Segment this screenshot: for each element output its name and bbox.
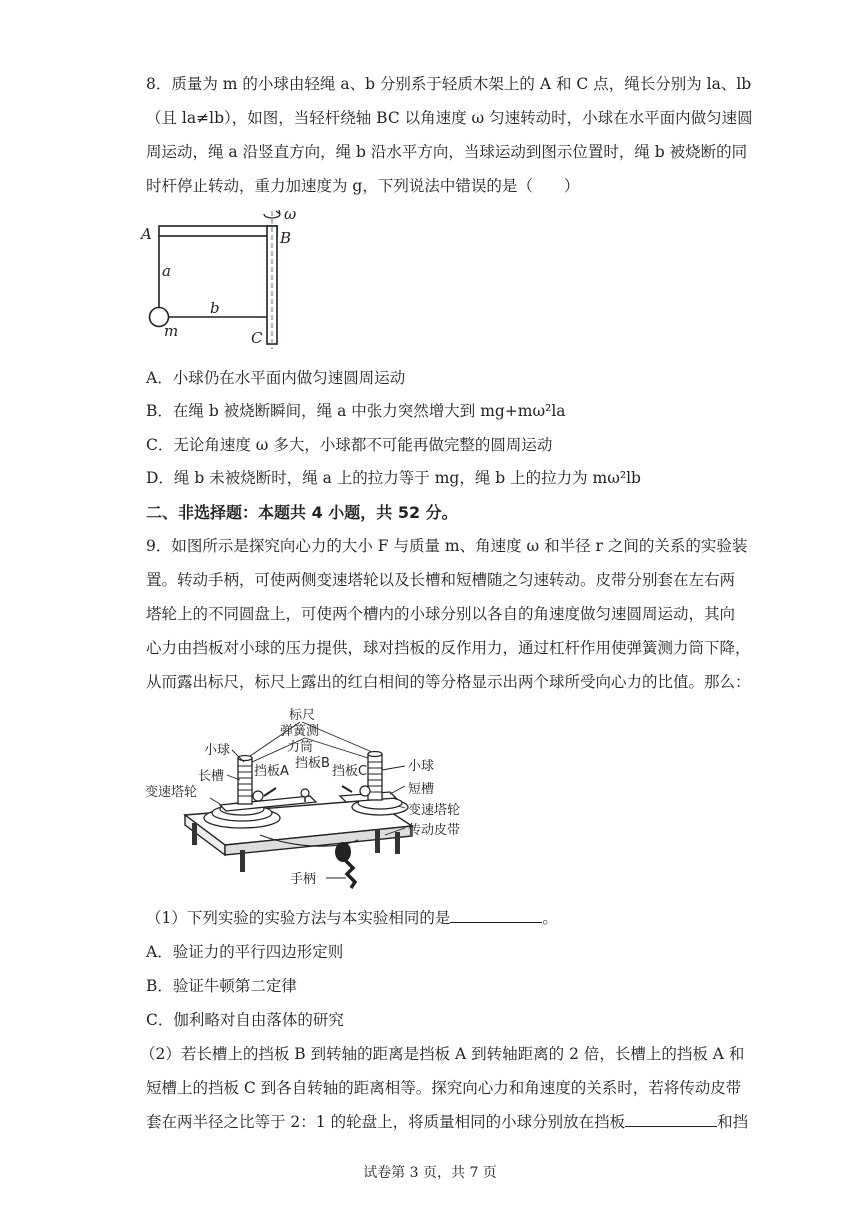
spring-cylinder-left (238, 758, 252, 804)
label-spring-2: 力筒 (287, 740, 314, 755)
q9-sub1-option-a: A．验证力的平行四边形定则 (146, 943, 344, 961)
q8-option-a: A．小球仍在水平面内做匀速圆周运动 (146, 369, 406, 387)
q9-sub2-line-3-end: 和挡 (717, 1113, 749, 1131)
q9-sub1 (146, 906, 558, 928)
q8-line-2: （且 la≠lb），如图，当轻杆绕轴 BC 以角速度 ω 匀速转动时，小球在水平面内做匀速圆 (146, 109, 753, 127)
q8-option-c: C．无论角速度 ω 多大，小球都不可能再做完整的圆周运动 (146, 436, 553, 454)
q9-sub1-option-c: C．伽利略对自由落体的研究 (146, 1011, 344, 1029)
label-ruler: 标尺 (289, 708, 316, 723)
q9-apparatus-figure (140, 700, 540, 898)
top-bar (159, 226, 277, 236)
q9-line-4: 心力由挡板对小球的压力提供，球对挡板的反作用力，通过杠杆作用使弹簧测力筒下降， (146, 639, 751, 657)
label-handle: 手柄 (290, 872, 317, 887)
handle-wheel (335, 842, 351, 862)
q9-sub2-line-1: （2）若长槽上的挡板 B 到转轴的距离是挡板 A 到转轴距离的 2 倍，长槽上的挡板 A 和 (140, 1045, 745, 1063)
label-omega: ω (284, 205, 297, 223)
label-A: A (141, 225, 152, 243)
label-ball-left: 小球 (204, 743, 231, 758)
label-spring-1: 弹簧测 (280, 724, 320, 739)
label-ball-right: 小球 (408, 759, 435, 774)
q8-line-3: 周运动，绳 a 沿竖直方向，绳 b 沿水平方向，当球运动到图示位置时，绳 b 被烧断的同 (146, 143, 748, 161)
label-baffle-b: 挡板B (295, 756, 330, 771)
ball-right (360, 786, 370, 796)
q9-line-2: 置。转动手柄，可使两侧变速塔轮以及长槽和短槽随之匀速转动。皮带分别套在左右两 (146, 571, 736, 589)
q9-line-5: 从而露出标尺，标尺上露出的红白相间的等分格显示出两个球所受向心力的比值。那么： (146, 673, 751, 691)
q9-sub2-line-2: 短槽上的挡板 C 到各自转轴的距离相等。探究向心力和角速度的关系时，若将传动皮带 (146, 1079, 742, 1097)
page-footer: 试卷第 3 页，共 7 页 (363, 1165, 497, 1181)
answer-blank-2[interactable] (625, 1112, 717, 1127)
q8-line-4: 时杆停止转动，重力加速度为 g，下列说法中错误的是（ ） (146, 177, 580, 195)
label-B: B (280, 229, 292, 247)
q8-option-b: B．在绳 b 被烧断瞬间，绳 a 中张力突然增大到 mg+mω²la (146, 402, 566, 420)
label-rope-b: b (210, 299, 220, 317)
label-pulley-left: 变速塔轮 (145, 785, 198, 800)
label-long-slot: 长槽 (198, 769, 225, 784)
section-heading: 二、非选择题：本题共 4 小题，共 52 分。 (146, 503, 458, 522)
baffle-a (264, 788, 276, 796)
label-belt: 传动皮带 (408, 823, 461, 838)
baffle-c (342, 786, 352, 792)
q9-line-1: 9．如图所示是探究向心力的大小 F 与质量 m、角速度 ω 和半径 r 之间的关系的实验装 (146, 537, 748, 555)
label-short-slot: 短槽 (408, 782, 435, 797)
answer-blank-1[interactable] (450, 908, 542, 923)
q8-line-1: 8．质量为 m 的小球由轻绳 a、b 分别系于轻质木架上的 A 和 C 点，绳长分别为 la、lb (146, 75, 752, 93)
label-mass: m (164, 322, 179, 340)
label-baffle-c: 挡板C (332, 764, 368, 779)
q9-sub2-line-3 (146, 1110, 748, 1132)
q9-line-3: 塔轮上的不同圆盘上，可使两个槽内的小球分别以各自的角速度做匀速圆周运动，其向 (146, 605, 736, 623)
label-pulley-right: 变速塔轮 (408, 803, 461, 818)
q9-sub2-line-3-text: 套在两半径之比等于 2：1 的轮盘上，将质量相同的小球分别放在挡板 (146, 1113, 626, 1131)
label-C: C (251, 329, 263, 347)
label-rope-a: a (162, 262, 171, 280)
q8-frame-figure (140, 203, 320, 351)
q9-sub1-option-b: B．验证牛顿第二定律 (146, 977, 297, 995)
q9-sub1-end: 。 (542, 909, 558, 927)
label-baffle-a: 挡板A (254, 764, 289, 779)
baffle-b (301, 789, 309, 797)
crank-handle (345, 860, 355, 888)
ball-left (253, 791, 263, 801)
q8-option-d: D．绳 b 未被烧断时，绳 a 上的拉力等于 mg，绳 b 上的拉力为 mω²lb (146, 469, 641, 487)
q9-sub1-text: （1）下列实验的实验方法与本实验相同的是 (146, 909, 451, 927)
